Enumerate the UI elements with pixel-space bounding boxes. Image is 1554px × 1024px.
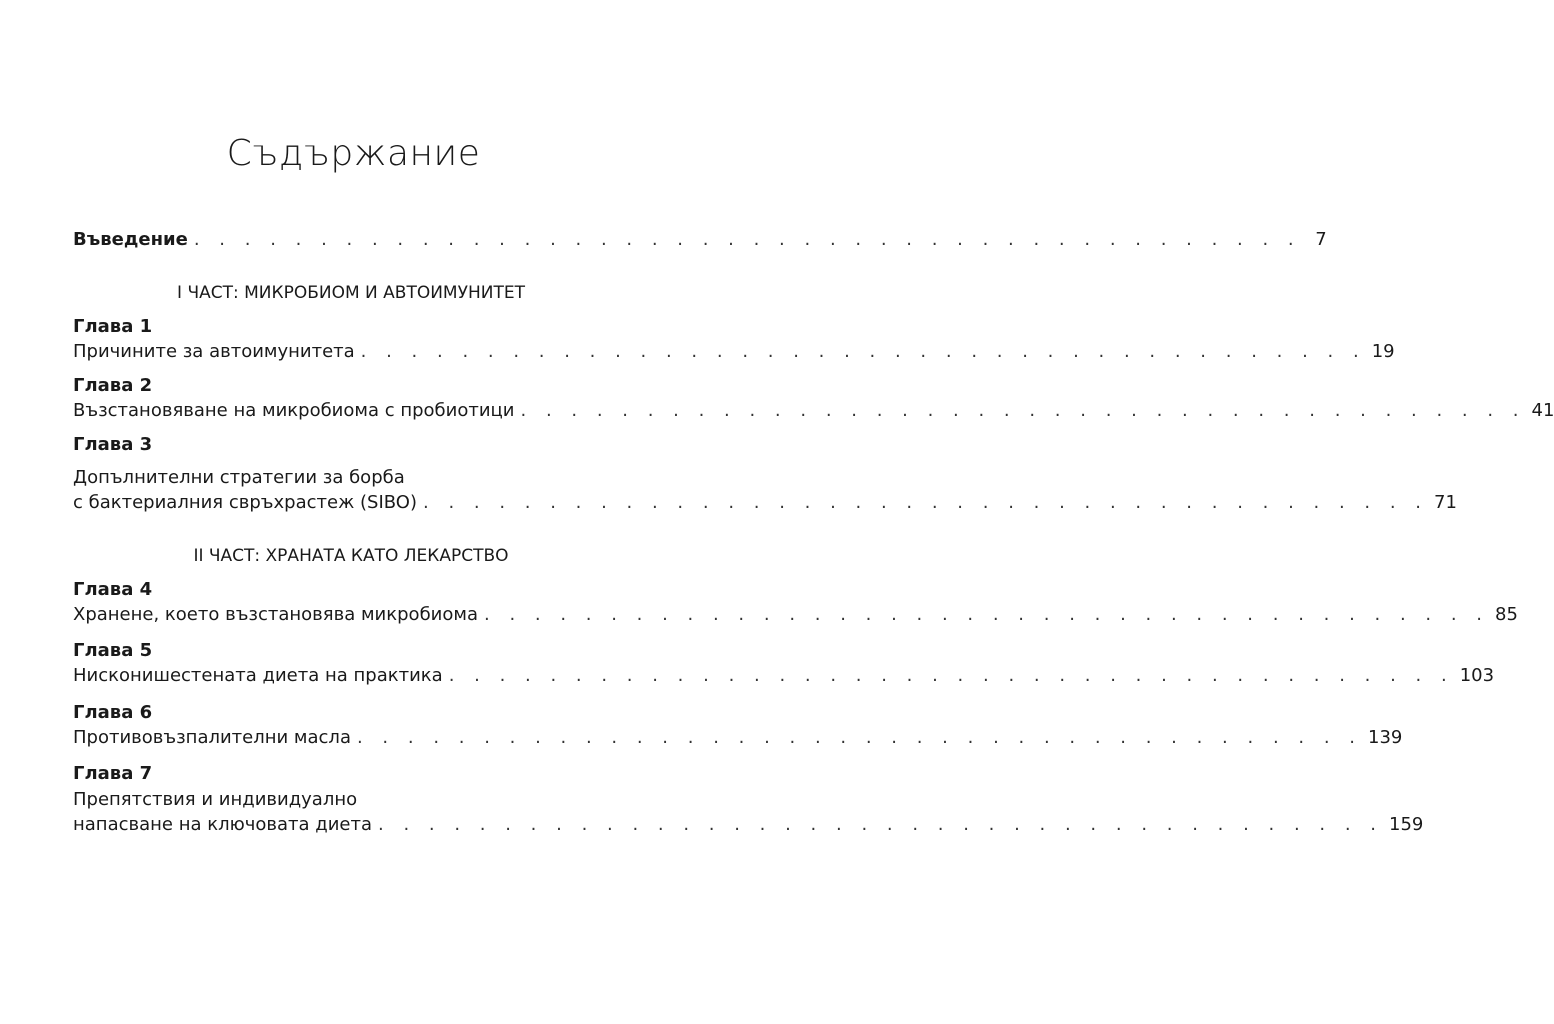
dot-leader: . . . . . . . . . . . . . . . . . . . . . . . . . . . . . . . . . . . . . . . . bbox=[360, 341, 1366, 362]
dot-leader: . . . . . . . . . . . . . . . . . . . . . . . . . . . . . . . . . . . . . . . . bbox=[448, 665, 1454, 686]
toc-entry-title: Противовъзпалителни масла bbox=[73, 727, 351, 748]
chapter-label-6: Глава 6 bbox=[73, 702, 153, 723]
chapter-label-5: Глава 5 bbox=[73, 640, 153, 661]
page-number: 159 bbox=[1389, 814, 1424, 835]
page-number: 103 bbox=[1459, 665, 1495, 686]
toc-entry-title: Причините за автоимунитета bbox=[73, 341, 355, 362]
page-number: 19 bbox=[1371, 341, 1395, 362]
page-number: 139 bbox=[1368, 727, 1403, 748]
page-number: 41 bbox=[1531, 400, 1554, 421]
dot-leader: . . . . . . . . . . . . . . . . . . . . . . . . . . . . . . . . . . . . . . . . bbox=[520, 400, 1526, 421]
toc-entry-chapter-2[interactable] bbox=[73, 399, 1554, 423]
toc-entry-chapter-3[interactable] bbox=[73, 491, 1457, 515]
part-heading-1: I ЧАСТ: МИКРОБИОМ И АВТОИМУНИТЕТ bbox=[177, 283, 525, 303]
chapter-label-7: Глава 7 bbox=[73, 763, 153, 784]
page-number: 71 bbox=[1434, 492, 1457, 513]
page-title: Съдържание bbox=[226, 133, 481, 174]
page-number: 7 bbox=[1315, 229, 1327, 250]
page-number: 85 bbox=[1495, 604, 1518, 625]
toc-entry-title: Нисконишестената диета на практика bbox=[73, 665, 443, 686]
toc-entry-chapter-5[interactable] bbox=[73, 664, 1495, 688]
dot-leader: . . . . . . . . . . . . . . . . . . . . . . . . . . . . . . . . . . . . . . . . bbox=[484, 604, 1490, 625]
toc-entry-title-line: Препятствия и индивидуално bbox=[73, 789, 358, 810]
part-heading-2: II ЧАСТ: ХРАНАТА КАТО ЛЕКАРСТВО bbox=[193, 546, 509, 566]
chapter-label-2: Глава 2 bbox=[73, 375, 153, 396]
chapter-label-3: Глава 3 bbox=[73, 434, 153, 455]
toc-entry-title: Хранене, което възстановява микробиома bbox=[73, 604, 478, 625]
toc-entry-introduction[interactable] bbox=[73, 228, 1327, 252]
toc-entry-chapter-1[interactable] bbox=[73, 340, 1395, 364]
dot-leader: . . . . . . . . . . . . . . . . . . . . . . . . . . . . . . . . . . . . . . . . bbox=[356, 727, 1362, 748]
toc-entry-chapter-7[interactable] bbox=[73, 813, 1424, 837]
toc-entry-chapter-6[interactable] bbox=[73, 726, 1403, 750]
dot-leader: . . . . . . . . . . . . . . . . . . . . . . . . . . . . . . . . . . . . . . . . . . . . bbox=[193, 229, 1301, 250]
toc-entry-title: Въведение bbox=[73, 229, 188, 250]
toc-entry-title: с бактериалния свръхрастеж (SIBO) bbox=[73, 492, 417, 513]
chapter-label-4: Глава 4 bbox=[73, 579, 153, 600]
toc-entry-title: Възстановяване на микробиома с пробиотици bbox=[73, 400, 515, 421]
toc-entry-chapter-4[interactable] bbox=[73, 603, 1518, 627]
dot-leader: . . . . . . . . . . . . . . . . . . . . . . . . . . . . . . . . . . . . . . . . bbox=[423, 492, 1429, 513]
chapter-label-1: Глава 1 bbox=[73, 316, 153, 337]
toc-entry-title: напасване на ключовата диета bbox=[73, 814, 373, 835]
dot-leader: . . . . . . . . . . . . . . . . . . . . . . . . . . . . . . . . . . . . . . . . bbox=[378, 814, 1384, 835]
toc-entry-title-line: Допълнителни стратегии за борба bbox=[73, 467, 405, 488]
